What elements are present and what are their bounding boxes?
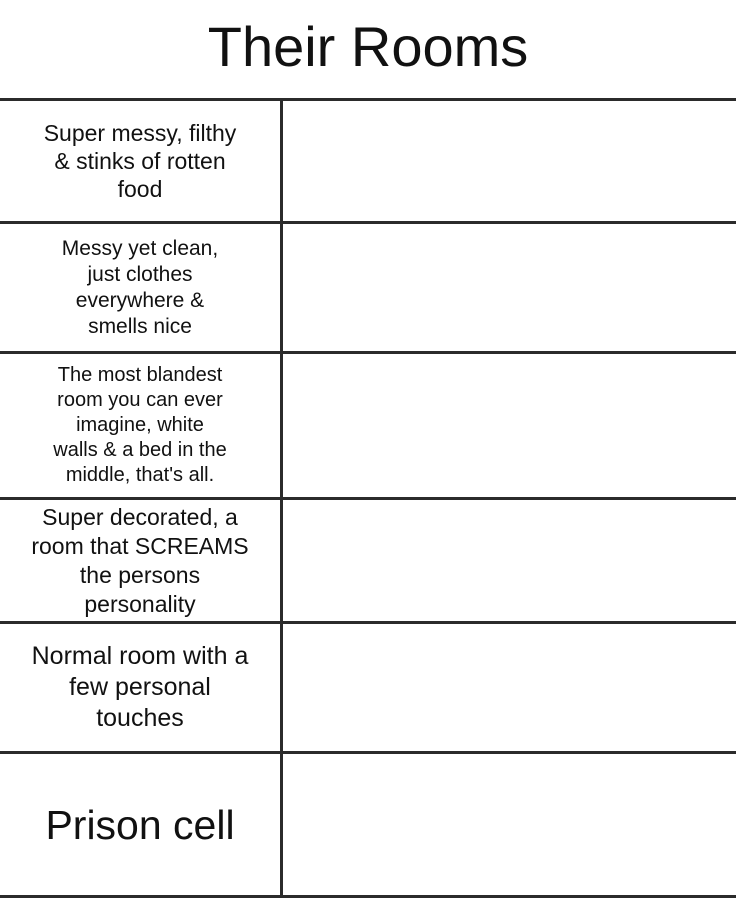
row-label-cell	[0, 354, 280, 497]
row-label-cell	[0, 224, 280, 351]
answer-cell	[283, 624, 736, 751]
grid-line-bottom	[0, 895, 736, 898]
row-label: Super messy, filthy & stinks of rotten food	[43, 120, 237, 202]
answer-cell	[283, 754, 736, 895]
row-label-cell	[0, 624, 280, 751]
row-label: Normal room with a few personal touches	[31, 642, 249, 732]
row-label: Prison cell	[45, 801, 235, 848]
answer-cell	[283, 101, 736, 221]
row-label-cell	[0, 500, 280, 621]
answer-cell	[283, 354, 736, 497]
row-label-cell	[0, 754, 280, 895]
row-label-cell	[0, 101, 280, 221]
row-label: Super decorated, a room that SCREAMS the persons personality	[31, 503, 249, 617]
row-label: The most blandest room you can ever imagine, white walls & a bed in the middle, that's all.	[53, 364, 227, 486]
chart-title: Their Rooms	[207, 15, 529, 78]
row-label: Messy yet clean, just clothes everywhere & smells nice	[61, 236, 219, 338]
answer-cell	[283, 500, 736, 621]
answer-cell	[283, 224, 736, 351]
